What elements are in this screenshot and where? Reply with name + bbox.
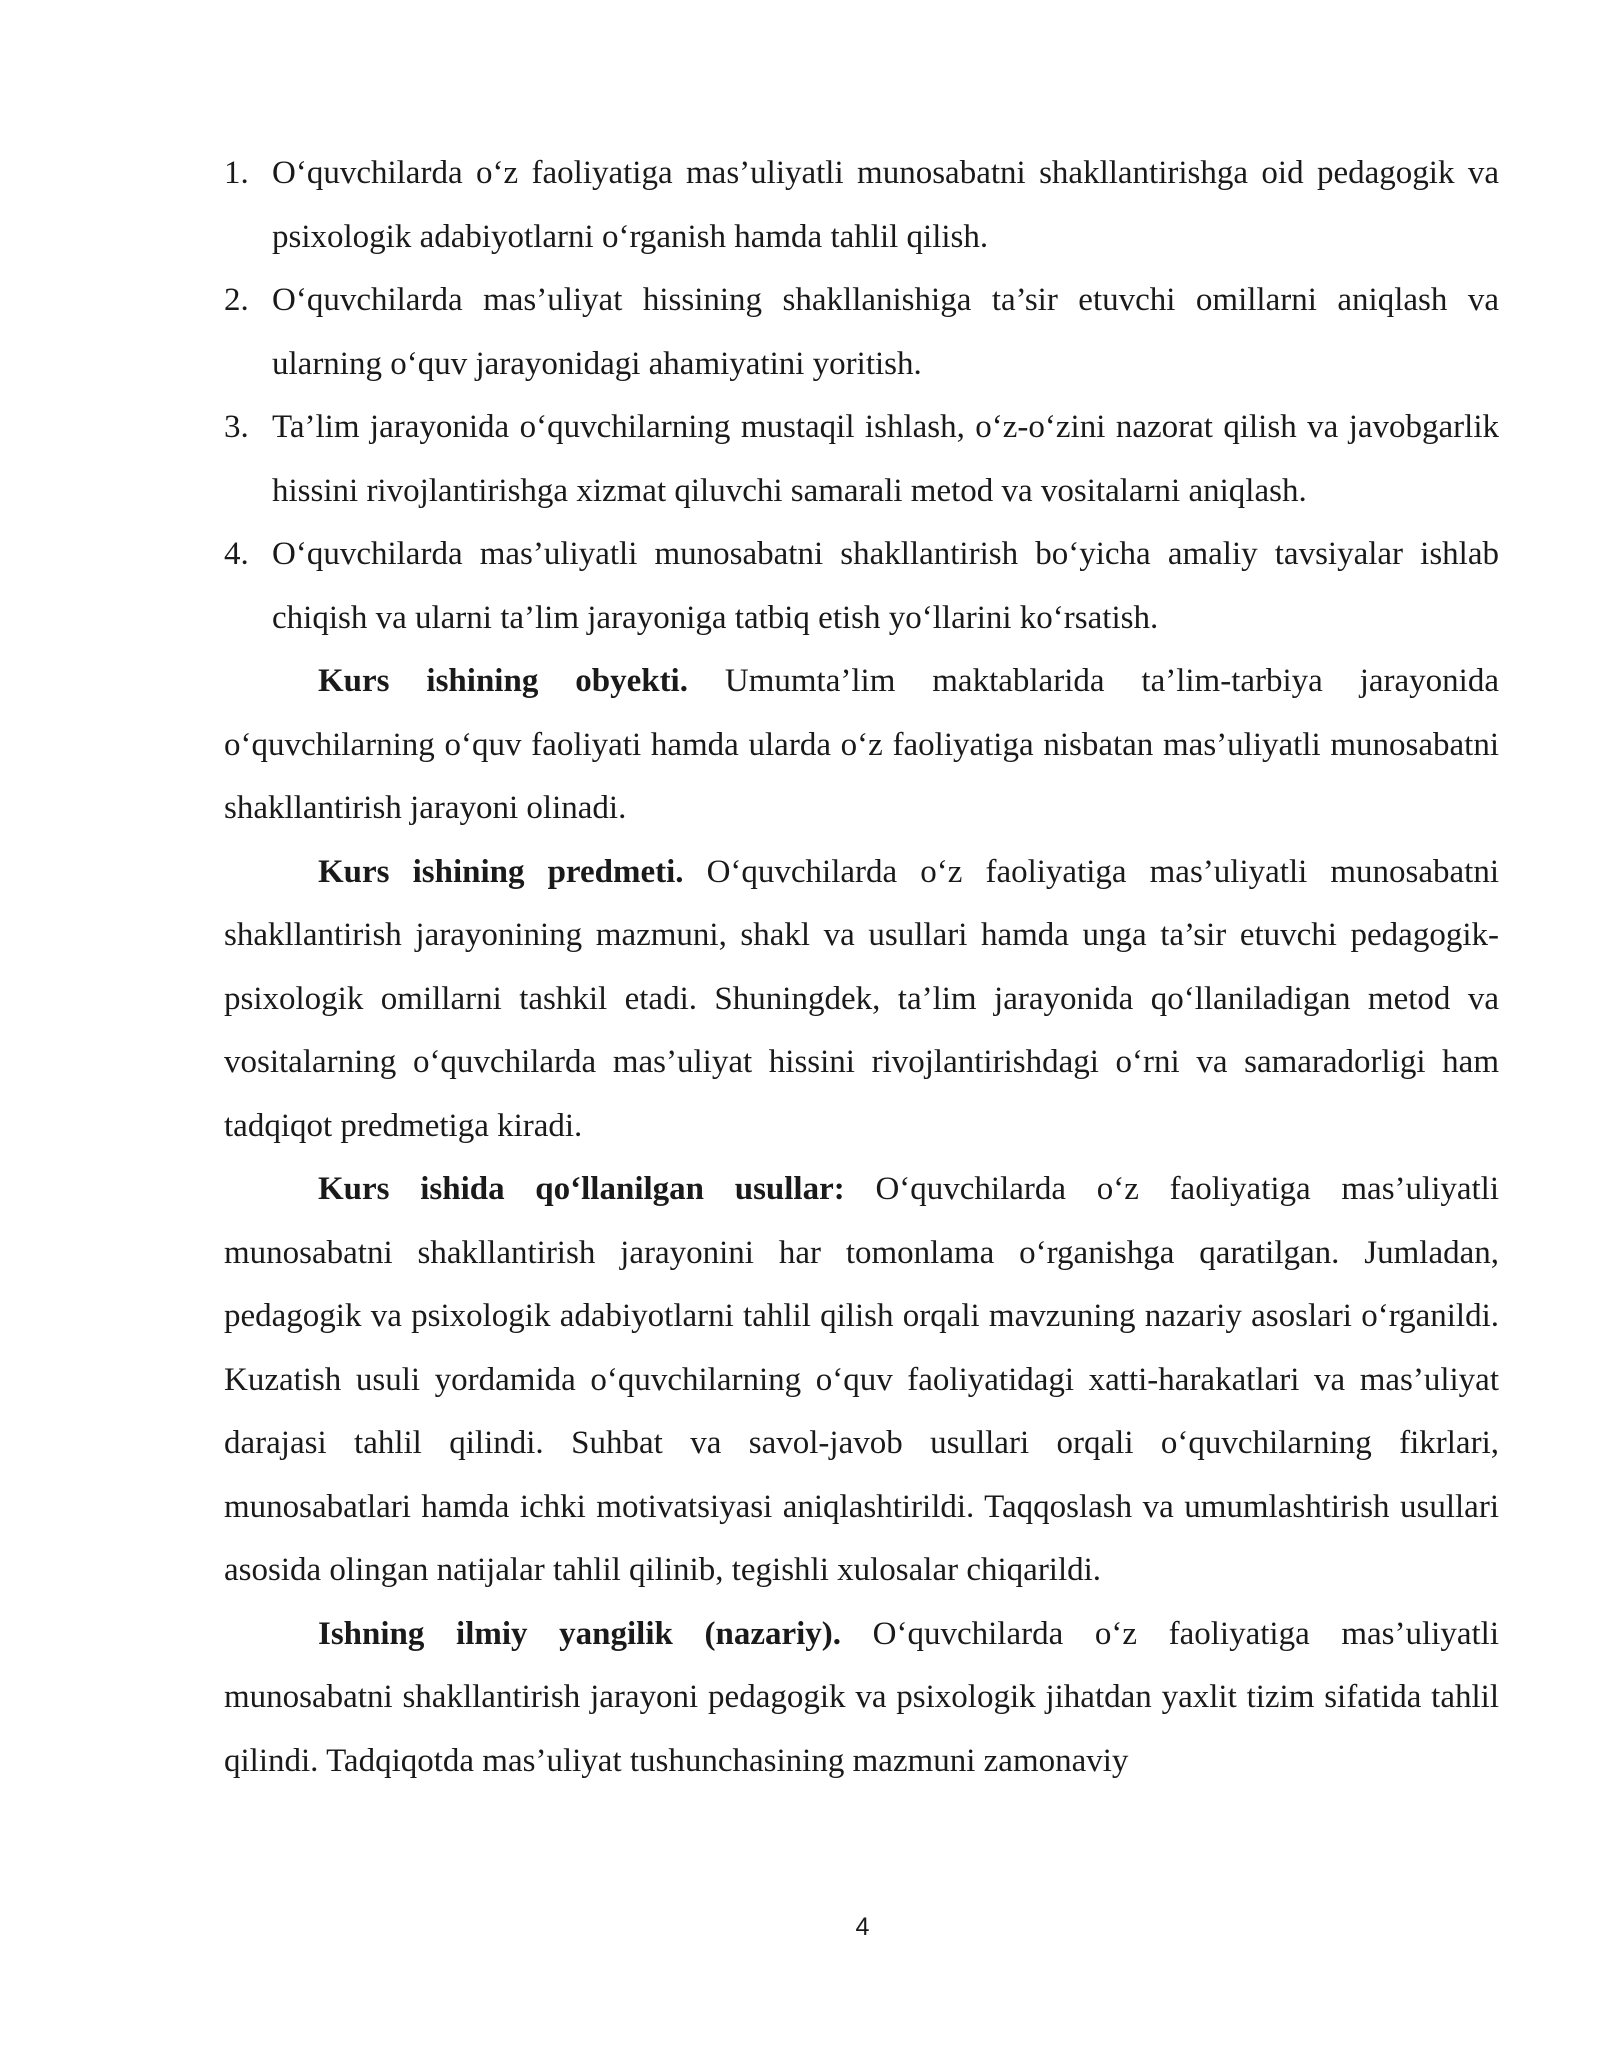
goals-list [224,142,1499,650]
list-item-number: 2. [224,282,249,318]
list-item-number: 1. [224,155,249,191]
page-body [224,142,1499,1793]
methods-heading: Kurs ishida qo‘llanilgan usullar: [318,1171,845,1207]
subject-heading: Kurs ishining predmeti. [318,853,684,890]
object-text: Umumta’lim maktablarida ta’lim-tarbiya jarayonida o‘quvchilarning o‘quv faoliyati hamda ularda o‘z faoliyatiga nisbatan mas’uliyatli munosabatni shakllantirish jarayoni olinadi. [224,663,1499,826]
list-item [224,523,1499,650]
list-item-text: O‘quvchilarda mas’uliyatli munosabatni shakllantirish bo‘yicha amaliy tavsiyalar ishlab chiqish va ularni ta’lim jarayoniga tatbiq etish yo‘llarini ko‘rsatish. [272,536,1499,636]
methods-text: O‘quvchilarda o‘z faoliyatiga mas’uliyatli munosabatni shakllantirish jarayonini har tomonlama o‘rganishga qaratilgan. Jumladan, pedagogik va psixologik adabiyotlarni tahlil qilish orqali mavzuning nazariy asoslari o‘rganildi. Kuzatish usuli yordamida o‘quvchilarning o‘quv faoliyatidagi xatti-harakatlari va mas’uliyat darajasi tahlil qilindi. Suhbat va savol-javob usullari orqali o‘quvchilarning fikrlari, munosabatlari hamda ichki motivatsiyasi aniqlashtirildi. Taqqoslash va umumlashtirish usullari asosida olingan natijalar tahlil qilinib, tegishli xulosalar chiqarildi. [224,1171,1500,1588]
list-item [224,396,1499,523]
novelty-paragraph [224,1603,1499,1794]
novelty-heading: Ishning ilmiy yangilik (nazariy). [318,1615,842,1652]
subject-text: O‘quvchilarda o‘z faoliyatiga mas’uliyatli munosabatni shakllantirish jarayonining mazmuni, shakl va usullari hamda unga ta’sir etuvchi pedagogik-psixologik omillarni tashkil etadi. Shuningdek, ta’lim jarayonida qo‘llaniladigan metod va vositalarning o‘quvchilarda mas’uliyat hissini rivojlantirishdagi o‘rni va samaradorligi ham tadqiqot predmetiga kiradi. [224,853,1499,1144]
list-item [224,142,1499,269]
novelty-text: O‘quvchilarda o‘z faoliyatiga mas’uliyatli munosabatni shakllantirish jarayoni pedagogik va psixologik jihatdan yaxlit tizim sifatida tahlil qilindi. Tadqiqotda mas’uliyat tushunchasining mazmuni zamonaviy [224,1615,1499,1779]
object-heading: Kurs ishining obyekti. [318,663,688,699]
list-item [224,269,1499,396]
page-number: 4 [855,1913,870,1941]
list-item-number: 3. [224,409,249,445]
list-item-text: Ta’lim jarayonida o‘quvchilarning mustaqil ishlash, o‘z-o‘zini nazorat qilish va javobgarlik hissini rivojlantirishga xizmat qiluvchi samarali metod va vositalarni aniqlash. [272,409,1499,509]
list-item-text: O‘quvchilarda o‘z faoliyatiga mas’uliyatli munosabatni shakllantirishga oid pedagogik va psixologik adabiyotlarni o‘rganish hamda tahlil qilish. [272,155,1499,255]
list-item-text: O‘quvchilarda mas’uliyat hissining shakllanishiga ta’sir etuvchi omillarni aniqlash va ularning o‘quv jarayonidagi ahamiyatini yoritish. [272,282,1499,382]
object-paragraph [224,650,1499,841]
subject-paragraph [224,841,1499,1159]
list-item-number: 4. [224,536,249,572]
methods-paragraph [224,1158,1499,1603]
